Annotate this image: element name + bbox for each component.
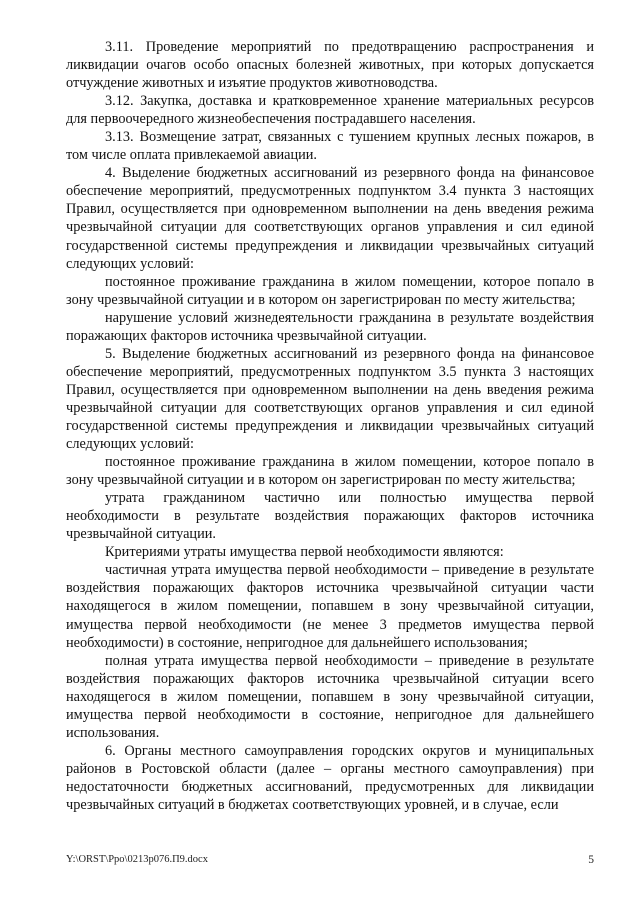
paragraph-3-13: 3.13. Возмещение затрат, связанных с тушением крупных лесных пожаров, в том числе оплата привлекаемой авиации.: [66, 129, 594, 164]
paragraph-5: 5. Выделение бюджетных ассигнований из резервного фонда на финансовое обеспечение мероприятий, предусмотренных подпунктом 3.5 пункта 3 настоящих Правил, осуществляется при одновременном выполнении на день введения режима чрезвычайной ситуации для соответствующих органов управления и сил единой государственной системы предупреждения и ликвидации чрезвычайных ситуаций следующих условий:: [66, 345, 594, 453]
footer-file-path: Y:\ORST\Ppo\0213p076.П9.docx: [66, 854, 208, 865]
criteria-partial-loss: частичная утрата имущества первой необходимости – приведение в результате воздействия поражающих факторов источника чрезвычайной ситуации части находящегося в жилом помещении, попавшем в зону чрезвычайной ситуации, имущества первой необходимости (не менее 3 предметов имущества первой необходимости) в состояние, непригодное для дальнейшего использования;: [66, 562, 594, 651]
paragraph-3-11: 3.11. Проведение мероприятий по предотвращению распространения и ликвидации очагов особо опасных болезней животных, при которых допускается отчуждение животных и изъятие продуктов животноводства.: [66, 39, 594, 92]
paragraph-4: 4. Выделение бюджетных ассигнований из резервного фонда на финансовое обеспечение мероприятий, предусмотренных подпунктом 3.4 пункта 3 настоящих Правил, осуществляется при одновременном выполнении на день введения режима чрезвычайной ситуации для соответствующих органов управления и сил единой государственной системы предупреждения и ликвидации чрезвычайных ситуаций следующих условий:: [66, 165, 594, 272]
paragraph-4-condition-2: нарушение условий жизнедеятельности гражданина в результате воздействия поражающих факторов источника чрезвычайной ситуации.: [66, 309, 594, 344]
criteria-heading: Критериями утраты имущества первой необходимости являются:: [105, 544, 504, 561]
paragraph-4-condition-1: постоянное проживание гражданина в жилом помещении, которое попало в зону чрезвычайной ситуации и в котором он зарегистрирован по месту жительства;: [66, 273, 594, 308]
paragraph-5-condition-1: постоянное проживание гражданина в жилом помещении, которое попало в зону чрезвычайной ситуации и в котором он зарегистрирован по месту жительства;: [66, 454, 594, 489]
criteria-full-loss: полная утрата имущества первой необходимости – приведение в результате воздействия поражающих факторов источника чрезвычайной ситуации всего находящегося в жилом помещении, попавшем в зону чрезвычайной ситуации, имущества первой необходимости в состояние, непригодное для дальнейшего использования.: [66, 652, 594, 741]
paragraph-3-12: 3.12. Закупка, доставка и кратковременное хранение материальных ресурсов для первоочередного жизнеобеспечения пострадавшего населения.: [66, 93, 594, 128]
document-body: [66, 38, 594, 814]
paragraph-5-condition-2: утрата гражданином частично или полностью имущества первой необходимости в результате воздействия поражающих факторов источника чрезвычайной ситуации.: [66, 490, 594, 543]
page-number: 5: [588, 854, 594, 866]
paragraph-6: 6. Органы местного самоуправления городских округов и муниципальных районов в Ростовской области (далее – органы местного самоуправления) при недостаточности бюджетных ассигнований, предусмотренных для ликвидации чрезвычайных ситуаций в бюджетах соответствующих уровней, и в случае, если: [66, 742, 594, 813]
